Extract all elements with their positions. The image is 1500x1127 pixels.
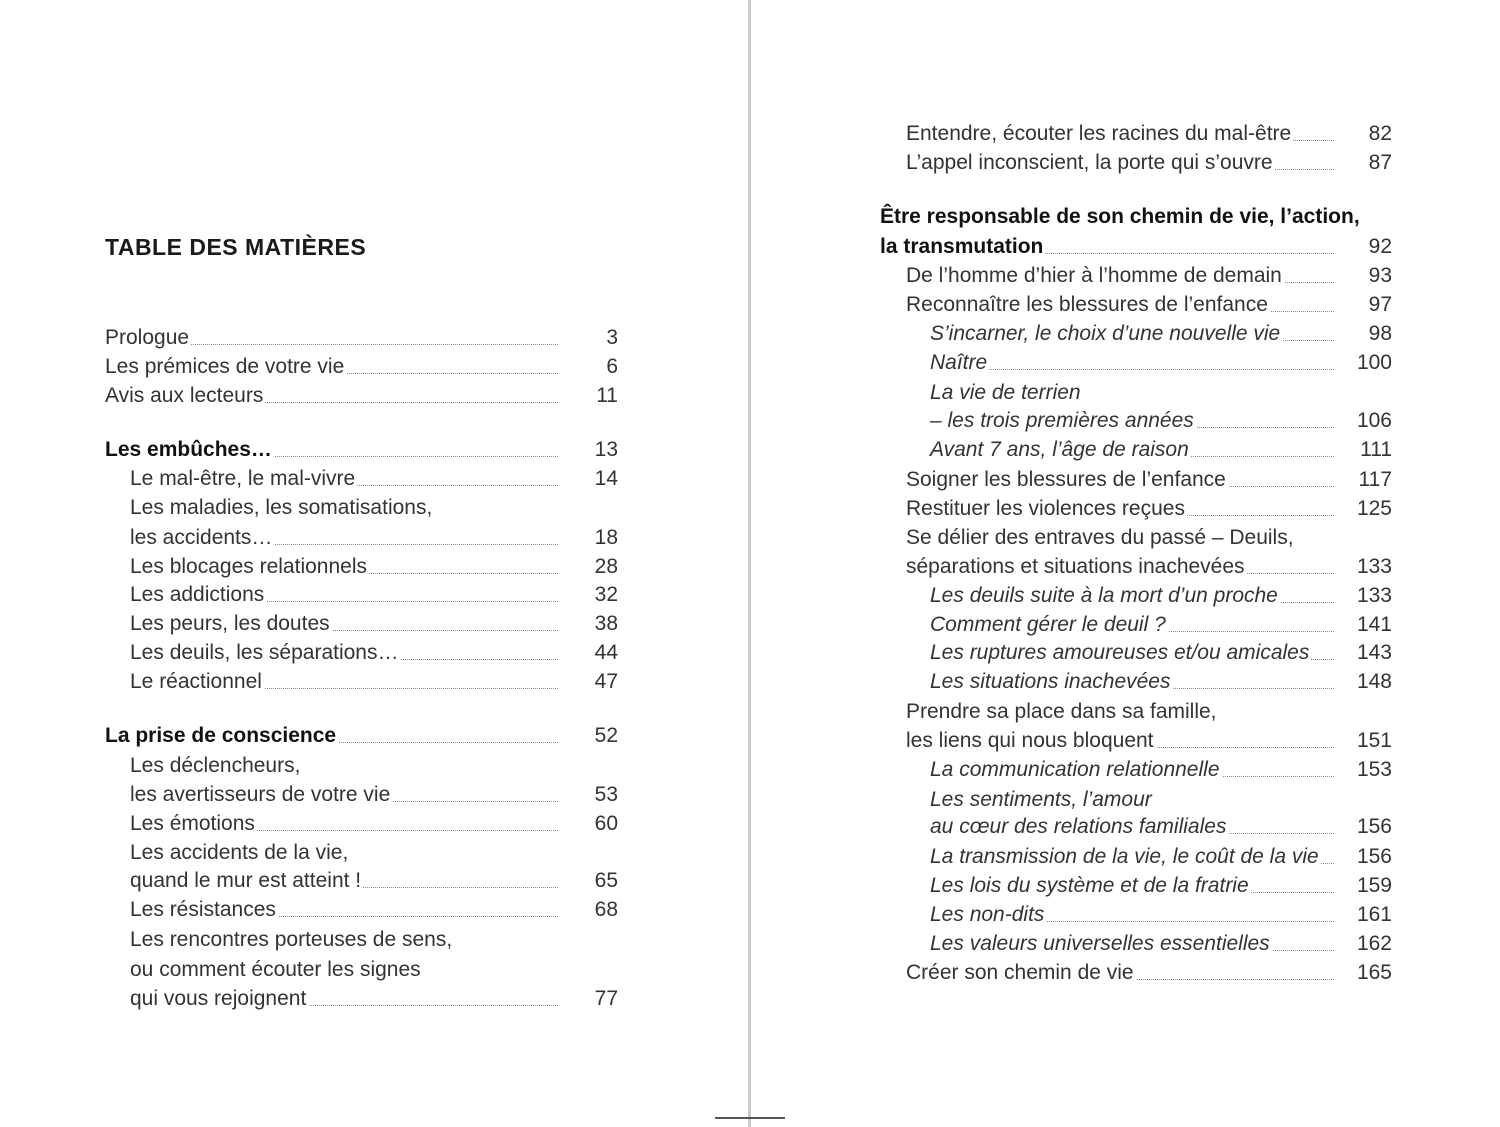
toc-entry-page-number: 106 — [1356, 409, 1392, 432]
toc-entry-page-number: 32 — [594, 583, 618, 606]
toc-entry-page-number: 117 — [1358, 468, 1392, 491]
toc-entry[interactable] — [880, 232, 1392, 261]
toc-entry-page-number: 125 — [1356, 497, 1392, 520]
toc-entry[interactable] — [906, 290, 1392, 319]
toc-entry[interactable] — [105, 435, 618, 464]
toc-entry[interactable] — [130, 895, 618, 924]
toc-entry[interactable] — [930, 610, 1392, 639]
toc-entry-title: Avant 7 ans, l’âge de raison — [930, 435, 1191, 464]
toc-entry-title: Le réactionnel — [130, 667, 264, 696]
toc-entry-title: Les non-dits — [930, 900, 1046, 929]
toc-entry-page-number: 18 — [594, 526, 618, 549]
toc-entry-title: Les peurs, les doutes — [130, 609, 332, 638]
toc-entry[interactable] — [906, 552, 1392, 581]
toc-entry[interactable] — [130, 523, 618, 552]
toc-entry[interactable] — [930, 755, 1392, 784]
toc-entry-title: Les deuils, les séparations… — [130, 638, 400, 667]
toc-entry-title: Les accidents de la vie, — [130, 838, 350, 867]
bottom-mark — [715, 1117, 785, 1119]
toc-entry-title: La prise de conscience — [105, 721, 338, 750]
toc-entry-title: quand le mur est atteint ! — [130, 866, 363, 895]
toc-entry-title: les avertisseurs de votre vie — [130, 780, 392, 809]
toc-entry-title: Restituer les violences reçues — [906, 494, 1187, 523]
toc-entry-page-number: 87 — [1368, 151, 1392, 174]
toc-entry[interactable] — [930, 667, 1392, 696]
toc-entry-title: qui vous rejoignent — [130, 984, 308, 1013]
toc-entry-page-number: 6 — [606, 355, 618, 378]
toc-entry[interactable] — [930, 871, 1392, 900]
toc-entry-title: Avis aux lecteurs — [105, 381, 265, 410]
toc-entry[interactable] — [130, 667, 618, 696]
toc-entry-page-number: 151 — [1356, 729, 1392, 752]
toc-entry-page-number: 97 — [1368, 293, 1392, 316]
toc-entry-page-number: 100 — [1356, 351, 1392, 374]
toc-entry-title: Les ruptures amoureuses et/ou amicales — [930, 638, 1311, 667]
toc-entry-title: Être responsable de son chemin de vie, l’action, — [880, 202, 1362, 231]
toc-entry[interactable] — [130, 838, 618, 867]
toc-entry-title: Naître — [930, 348, 989, 377]
toc-entry-page-number: 133 — [1356, 555, 1392, 578]
toc-entry-title: au cœur des relations familiales — [930, 812, 1228, 841]
toc-entry[interactable] — [930, 406, 1392, 435]
toc-entry[interactable] — [906, 494, 1392, 523]
toc-entry[interactable] — [906, 261, 1392, 290]
toc-entry[interactable] — [930, 785, 1392, 814]
toc-entry-title: Comment gérer le deuil ? — [930, 610, 1168, 639]
toc-entry[interactable] — [930, 638, 1392, 667]
left-page — [0, 0, 749, 1127]
toc-entry-title: Les déclencheurs, — [130, 751, 302, 780]
toc-entry-title: Créer son chemin de vie — [906, 958, 1136, 987]
toc-entry-page-number: 44 — [594, 641, 618, 664]
toc-entry-page-number: 53 — [594, 783, 618, 806]
toc-entry[interactable] — [930, 842, 1392, 871]
toc-entry-page-number: 165 — [1356, 961, 1392, 984]
toc-entry[interactable] — [930, 929, 1392, 958]
toc-entry-title: La transmission de la vie, le coût de la vie — [930, 842, 1321, 871]
toc-entry-title: Les sentiments, l’amour — [930, 785, 1154, 814]
toc-entry[interactable] — [130, 552, 618, 581]
toc-entry[interactable] — [930, 900, 1392, 929]
toc-entry[interactable] — [130, 638, 618, 667]
toc-entry[interactable] — [930, 435, 1392, 464]
toc-heading: TABLE DES MATIÈRES — [105, 234, 367, 260]
toc-entry-page-number: 141 — [1356, 613, 1392, 636]
toc-entry-page-number: 14 — [594, 467, 618, 490]
toc-entry-title: Les deuils suite à la mort d’un proche — [930, 581, 1280, 610]
toc-entry-title: les accidents… — [130, 523, 274, 552]
toc-entry-page-number: 3 — [606, 326, 618, 349]
toc-entry[interactable] — [906, 958, 1392, 987]
toc-entry[interactable] — [906, 697, 1392, 726]
toc-entry[interactable] — [130, 866, 618, 895]
toc-entry-title: S’incarner, le choix d’une nouvelle vie — [930, 319, 1282, 348]
toc-entry[interactable] — [906, 119, 1392, 148]
toc-entry-title: Les addictions — [130, 580, 266, 609]
toc-entry-title: la transmutation — [880, 232, 1045, 261]
toc-entry-title: Entendre, écouter les racines du mal-être — [906, 119, 1293, 148]
toc-entry-page-number: 93 — [1368, 264, 1392, 287]
dot-leader — [930, 369, 1334, 370]
toc-entry-page-number: 28 — [594, 555, 618, 578]
toc-entry-title: Le mal-être, le mal-vivre — [130, 464, 357, 493]
toc-entry-title: – les trois premières années — [930, 406, 1196, 435]
toc-entry-page-number: 68 — [594, 898, 618, 921]
toc-entry-title: Soigner les blessures de l’enfance — [906, 465, 1228, 494]
toc-entry-page-number: 82 — [1368, 122, 1392, 145]
toc-entry[interactable] — [105, 381, 618, 410]
toc-entry[interactable] — [130, 609, 618, 638]
toc-entry-page-number: 161 — [1356, 903, 1392, 926]
toc-entry-title: Les prémices de votre vie — [105, 352, 346, 381]
toc-entry[interactable] — [130, 751, 618, 780]
toc-entry[interactable] — [930, 378, 1392, 407]
toc-entry[interactable] — [906, 523, 1392, 552]
toc-entry-page-number: 133 — [1356, 584, 1392, 607]
toc-entry-page-number: 111 — [1360, 438, 1392, 461]
toc-entry-title: Reconnaître les blessures de l’enfance — [906, 290, 1270, 319]
toc-entry-title: La communication relationnelle — [930, 755, 1222, 784]
toc-entry[interactable] — [130, 493, 618, 522]
toc-entry-title: Se délier des entraves du passé – Deuils, — [906, 523, 1296, 552]
toc-entry-page-number: 77 — [594, 987, 618, 1010]
toc-entry[interactable] — [130, 955, 618, 984]
toc-entry[interactable] — [906, 726, 1392, 755]
toc-entry-page-number: 162 — [1356, 932, 1392, 955]
toc-entry-page-number: 38 — [594, 612, 618, 635]
toc-entry-page-number: 156 — [1356, 845, 1392, 868]
toc-entry[interactable] — [130, 925, 618, 954]
toc-entry-title: Les rencontres porteuses de sens, — [130, 925, 454, 954]
toc-entry[interactable] — [130, 780, 618, 809]
toc-entry[interactable] — [930, 812, 1392, 841]
toc-entry[interactable] — [105, 721, 618, 750]
toc-entry[interactable] — [105, 352, 618, 381]
toc-entry[interactable] — [880, 202, 1392, 231]
toc-entry-page-number: 65 — [594, 869, 618, 892]
toc-entry-page-number: 148 — [1356, 670, 1392, 693]
toc-entry-page-number: 92 — [1368, 235, 1392, 258]
toc-entry-page-number: 156 — [1356, 815, 1392, 838]
toc-entry-page-number: 47 — [594, 670, 618, 693]
toc-entry-title: Les valeurs universelles essentielles — [930, 929, 1272, 958]
toc-entry[interactable] — [930, 581, 1392, 610]
toc-entry-page-number: 13 — [594, 438, 618, 461]
toc-entry-page-number: 98 — [1368, 322, 1392, 345]
toc-entry-title: L’appel inconscient, la porte qui s’ouvre — [906, 148, 1275, 177]
toc-entry-title: Les émotions — [130, 809, 257, 838]
toc-entry-title: Prologue — [105, 323, 191, 352]
right-page — [751, 0, 1500, 1127]
toc-entry-title: Les lois du système et de la fratrie — [930, 871, 1251, 900]
toc-entry-title: séparations et situations inachevées — [906, 552, 1247, 581]
toc-entry-page-number: 153 — [1356, 758, 1392, 781]
toc-entry-title: Les blocages relationnels — [130, 552, 369, 581]
toc-entry[interactable] — [105, 323, 618, 352]
toc-entry-title: De l’homme d’hier à l’homme de demain — [906, 261, 1284, 290]
toc-entry[interactable] — [906, 465, 1392, 494]
toc-entry-page-number: 11 — [596, 384, 618, 407]
toc-entry-title: ou comment écouter les signes — [130, 955, 423, 984]
toc-entry[interactable] — [130, 464, 618, 493]
toc-entry-page-number: 60 — [594, 812, 618, 835]
toc-entry[interactable] — [930, 348, 1392, 377]
toc-entry-title: Les résistances — [130, 895, 278, 924]
toc-entry-page-number: 159 — [1356, 874, 1392, 897]
toc-entry-title: Les embûches… — [105, 435, 274, 464]
toc-entry-title: Les maladies, les somatisations, — [130, 493, 434, 522]
toc-entry[interactable] — [930, 319, 1392, 348]
toc-entry[interactable] — [130, 809, 618, 838]
toc-entry[interactable] — [130, 984, 618, 1013]
toc-entry-page-number: 52 — [594, 724, 618, 747]
toc-entry[interactable] — [130, 580, 618, 609]
toc-entry[interactable] — [906, 148, 1392, 177]
toc-entry-title: Les situations inachevées — [930, 667, 1173, 696]
toc-entry-page-number: 143 — [1356, 641, 1392, 664]
toc-entry-title: Prendre sa place dans sa famille, — [906, 697, 1219, 726]
toc-entry-title: les liens qui nous bloquent — [906, 726, 1156, 755]
toc-entry-title: La vie de terrien — [930, 378, 1083, 407]
